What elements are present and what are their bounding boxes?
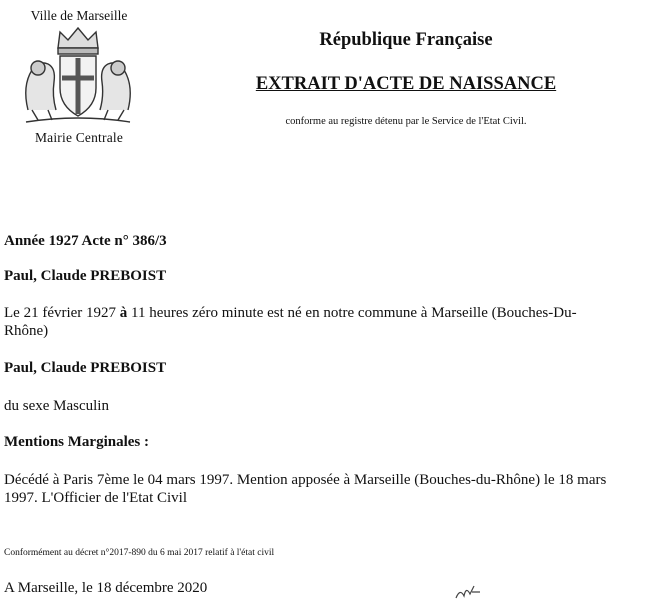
year-act-line: Année 1927 Acte n° 386/3 [4, 233, 167, 249]
birth-text-part2: 11 heures zéro minute est né en notre commune à Marseille (Bouches-Du- [127, 305, 577, 321]
document-title: EXTRAIT D'ACTE DE NAISSANCE [255, 74, 557, 94]
birth-text-bold: à [119, 305, 128, 321]
person-name: Paul, Claude PREBOIST [4, 268, 167, 284]
marseille-coat-of-arms-icon [8, 26, 148, 130]
person-name-repeat: Paul, Claude PREBOIST [4, 360, 167, 376]
republic-heading: République Française [319, 30, 493, 50]
birth-statement [4, 304, 654, 322]
mention-line-2: 1997. L'Officier de l'Etat Civil [4, 490, 188, 506]
birth-statement-line2: Rhône) [4, 323, 49, 339]
decree-note: Conformément au décret n°2017-890 du 6 mai 2017 relatif à l'état civil [4, 548, 275, 558]
signature-mark-icon [452, 582, 492, 600]
mentions-heading: Mentions Marginales : [4, 434, 149, 450]
mairie-label: Mairie Centrale [34, 130, 124, 145]
birth-text-part1: Le 21 février 1927 [4, 305, 120, 321]
conformity-note: conforme au registre détenu par le Service de l'Etat Civil. [285, 116, 527, 127]
sex-line: du sexe Masculin [4, 398, 109, 414]
mention-line-1: Décédé à Paris 7ème le 04 mars 1997. Mention apposée à Marseille (Bouches-du-Rhône) le 18 mars [4, 472, 607, 488]
city-label: Ville de Marseille [30, 8, 128, 23]
place-date: A Marseille, le 18 décembre 2020 [4, 580, 208, 596]
